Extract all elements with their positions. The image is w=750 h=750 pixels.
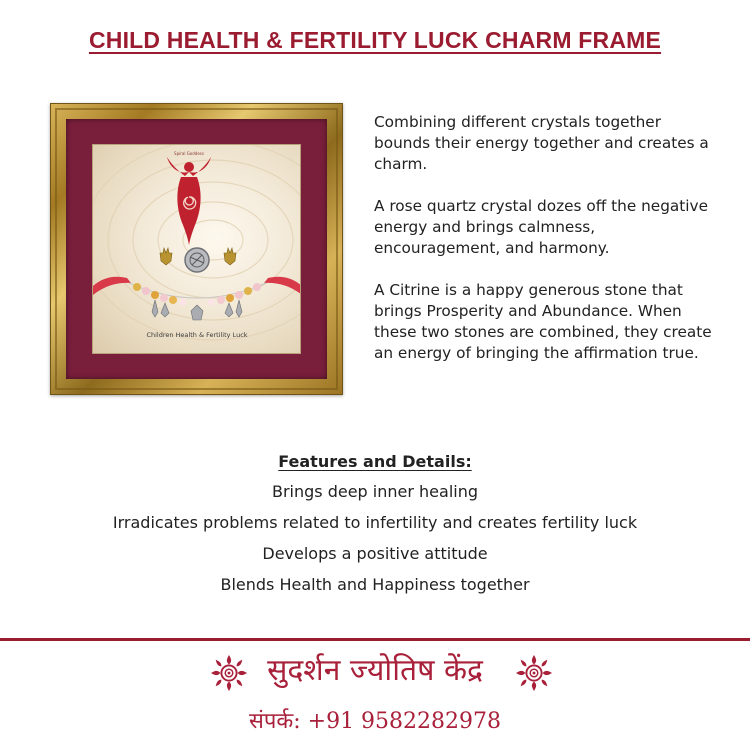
hamsa-charm-right xyxy=(224,248,236,265)
feature-item: Develops a positive attitude xyxy=(262,544,488,563)
contact-number: संपर्क: +91 9582282978 xyxy=(248,709,502,734)
red-tassels xyxy=(93,277,301,295)
feature-item: Blends Health and Happiness together xyxy=(220,575,530,594)
sudarshan-chakra-ornament-icon xyxy=(515,654,553,692)
hamsa-charm-left xyxy=(160,248,172,265)
feature-item: Irradicates problems related to infertility and creates fertility luck xyxy=(112,513,638,532)
charm-artwork xyxy=(93,145,301,354)
frame-mat xyxy=(66,119,327,379)
frame-inner-artwork xyxy=(92,144,301,354)
crystal-bead-string xyxy=(129,283,266,306)
description-paragraph: Combining different crystals together bounds their energy together and creates a charm. xyxy=(374,113,709,173)
page-title: CHILD HEALTH & FERTILITY LUCK CHARM FRAME xyxy=(88,27,662,53)
features-heading: Features and Details: xyxy=(278,452,472,471)
brand-name: सुदर्शन ज्योतिष केंद्र xyxy=(267,653,483,688)
spiral-goddess-figure xyxy=(167,157,211,245)
product-frame-image xyxy=(50,103,343,395)
description-paragraph: A Citrine is a happy generous stone that brings Prosperity and Abundance. When these two stones are combined, they create an energy of bringing the affirmation true. xyxy=(374,281,712,362)
artwork-top-label: Spiral Goddess xyxy=(174,151,204,156)
features-list xyxy=(0,481,750,605)
description-paragraph: A rose quartz crystal dozes off the negative energy and brings calmness, encouragement, and harmony. xyxy=(374,197,709,257)
footer-divider xyxy=(0,638,750,641)
hanging-charms xyxy=(152,300,242,320)
product-description xyxy=(374,112,714,385)
feature-item: Brings deep inner healing xyxy=(271,482,478,501)
silver-medallion xyxy=(185,248,209,272)
artwork-caption: Children Health & Fertility Luck xyxy=(146,331,248,339)
